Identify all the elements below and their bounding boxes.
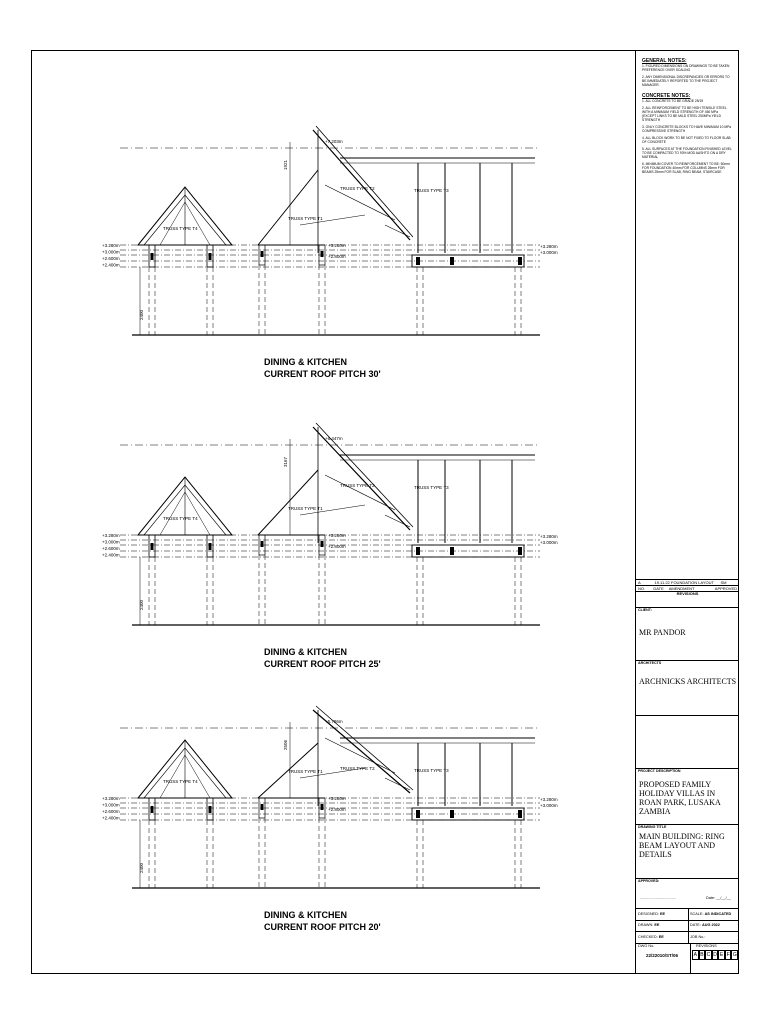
revision-letter-box: B <box>700 952 704 958</box>
truss-t4-web <box>160 492 185 535</box>
column-section <box>321 541 324 547</box>
drawing-title: MAIN BUILDING: RING BEAM LAYOUT AND DETAILS <box>639 832 725 859</box>
truss-label-t4: TRUSS TYPE T4 <box>163 516 198 521</box>
level-label-left: +2.400m <box>102 262 120 268</box>
truss-t4-web <box>185 202 210 245</box>
level-label-left: +2.600m <box>102 809 120 814</box>
truss-web <box>385 225 410 237</box>
ridge-level-label: +6.447m <box>325 436 343 441</box>
column-section <box>261 541 264 547</box>
revision-letter-box: G <box>732 952 737 958</box>
level-label-left: +3.000m <box>102 249 120 255</box>
truss-t1-rafter <box>258 170 318 245</box>
column-section <box>416 810 420 818</box>
dimension-roof: 1921 <box>283 159 288 170</box>
elevation-title: DINING & KITCHEN <box>264 910 347 920</box>
dimension-post: 2400 <box>139 309 144 320</box>
scale-cell: SCALE: AS INDICATED <box>690 912 732 916</box>
column-section <box>209 543 212 550</box>
truss-t4-web <box>160 755 185 798</box>
revision-letter-box: A <box>693 952 697 958</box>
level-label-left: +2.600m <box>102 256 120 261</box>
approved-signature-line: .................................. <box>640 896 676 900</box>
elevation-title: DINING & KITCHEN <box>264 357 347 367</box>
revision-letter-box: C <box>706 952 711 958</box>
concrete-note-4: 4. ALL BLOCK WORK TO BE NOT FIXED TO FLOOR SLAB OF CONCRETE <box>642 136 731 144</box>
mid-level-label: +3.280m <box>328 796 346 801</box>
approved-date: Date: __/__/__ <box>706 896 731 900</box>
general-note-2: 2. ANY DIMENSIONAL DISCREPANCIES OR ERRORS TO BE IMMEDIATELY REPORTED TO THE PROJECT MANAGER. <box>642 75 730 87</box>
dimension-roof: 2506 <box>283 739 288 750</box>
column-section <box>151 253 154 260</box>
revision-letter-box: D <box>713 952 717 958</box>
truss-label-t1: TRUSS TYPE T1 <box>288 769 323 774</box>
truss-label-t2: TRUSS TYPE T2 <box>340 766 375 771</box>
truss-t2-rafter <box>313 427 410 530</box>
checked-cell: CHECKED: EE <box>638 935 664 939</box>
project-description: PROPOSED FAMILY HOLIDAY VILLAS IN ROAN PARK, LUSAKA ZAMBIA <box>639 780 721 816</box>
truss-label-t3: TRUSS TYPE T3 <box>414 485 449 490</box>
truss-t1-rafter <box>258 470 318 535</box>
dimension-post: 2400 <box>139 599 144 610</box>
designed-cell: DESIGNED: EE <box>638 912 666 916</box>
ridge-level-label: +7.203m <box>325 139 343 144</box>
level-label-left: +2.400m <box>102 552 120 558</box>
column-section <box>518 810 522 818</box>
column-section <box>416 547 420 555</box>
column-section <box>209 253 212 260</box>
level-label-left: +2.400m <box>102 815 120 821</box>
concrete-note-2: 2. ALL REINFORCEMENT TO BE HIGH TENSILE STEEL WITH A MINIMUM YIELD STRENGTH OF 450 MPa (EXCEPT LINKS TO BE MILD STEEL 250MPa YIELD STRENGTH <box>642 106 727 122</box>
column-section <box>450 547 454 555</box>
concrete-note-1: 1. ALL CONCRETE TO BE GRADE 25/19 <box>642 99 704 103</box>
mid-level-label: +3.280m <box>328 243 346 248</box>
truss-label-t3: TRUSS TYPE T3 <box>414 768 449 773</box>
truss-label-t1: TRUSS TYPE T1 <box>288 216 323 221</box>
truss-t2-rafter <box>313 130 410 240</box>
general-notes-heading: GENERAL NOTES: <box>642 58 687 64</box>
level-label-left: +3.280m <box>102 533 120 538</box>
elevation-1 <box>102 126 558 379</box>
right-level-label: +3.000m <box>540 540 558 545</box>
mid-level-label: +3.280m <box>328 533 346 538</box>
mid-level-label: +2.800m <box>328 807 346 812</box>
column-section <box>151 806 154 813</box>
general-note-1: 1. FIGURED DIMENSIONS ON DRAWINGS TO BE TAKEN PREFERENCE OVER SCALING <box>642 64 730 72</box>
revision-letter-box: F <box>726 952 730 958</box>
dimension-roof: 3167 <box>283 456 288 467</box>
elevation-3 <box>102 706 558 932</box>
truss-label-t4: TRUSS TYPE T4 <box>163 226 198 231</box>
column-section <box>321 804 324 810</box>
revision-row: A 19.11.22 FOUNDATION LAYOUT SM <box>638 580 727 585</box>
right-level-label: +3.280m <box>540 797 558 802</box>
column-section <box>261 251 264 257</box>
concrete-note-5: 5. ALL SURFACES AT THE FOUNDATION FINISHED LEVEL TO BE COMPACTED TO 93% MOD AASHTO ON A DRY MATERIAL <box>642 147 732 159</box>
level-label-left: +3.280m <box>102 243 120 248</box>
revision-headers: NO. DATE AMENDMENT APPROVED <box>638 586 738 591</box>
right-level-label: +3.000m <box>540 250 558 255</box>
mid-level-label: +2.800m <box>328 254 346 259</box>
concrete-notes-heading: CONCRETE NOTES: <box>642 93 691 99</box>
client-name: MR PANDOR <box>639 628 686 637</box>
truss-t4-web <box>160 202 185 245</box>
elevation-2 <box>102 423 558 669</box>
column-section <box>518 547 522 555</box>
elevation-title: DINING & KITCHEN <box>264 647 347 657</box>
ridge-level-label: +5.786m <box>325 719 343 724</box>
truss-t4-web <box>185 492 210 535</box>
architect-label: ARCHITECTS <box>638 661 662 665</box>
column-section <box>450 810 454 818</box>
truss-label-t1: TRUSS TYPE T1 <box>288 506 323 511</box>
level-label-left: +3.280m <box>102 796 120 801</box>
level-label-left: +3.000m <box>102 539 120 545</box>
right-level-label: +3.280m <box>540 244 558 249</box>
job-no-cell: JOB No.: <box>690 935 706 939</box>
truss-web <box>325 475 395 510</box>
concrete-note-6: 6. MINIMUM COVER TO REINFORCEMENT TO BE: 50mm FOR FOUNDATION 40mm FOR COLUMNS 25mm FOR BEAMS 25mm FOR SLAB, RING BEAM, STAIRCASE <box>642 162 730 174</box>
elevation-subtitle: CURRENT ROOF PITCH 20' <box>264 922 381 932</box>
revision-letter-box: E <box>719 952 724 958</box>
truss-label-t2: TRUSS TYPE T2 <box>340 186 375 191</box>
column-section <box>416 257 420 265</box>
truss-t4-web <box>185 755 210 798</box>
level-label-left: +3.000m <box>102 802 120 808</box>
level-label-left: +2.600m <box>102 546 120 551</box>
column-section <box>321 251 324 257</box>
revisions-small-label: REVISIONS <box>696 944 717 948</box>
elevation-subtitle: CURRENT ROOF PITCH 25' <box>264 659 381 669</box>
column-section <box>518 257 522 265</box>
project-label: PROJECT DESCRIPTION <box>638 769 681 773</box>
dimension-post: 2400 <box>139 862 144 873</box>
truss-label-t4: TRUSS TYPE T4 <box>163 779 198 784</box>
date-cell: DATE: AUG 2022 <box>690 923 720 927</box>
title-block <box>635 50 739 974</box>
mid-level-label: +2.800m <box>328 544 346 549</box>
client-label: CLIENT: <box>638 608 652 612</box>
revisions-label: REVISIONS <box>676 591 699 596</box>
elevation-subtitle: CURRENT ROOF PITCH 30' <box>264 369 381 379</box>
architect-name: ARCHNICKS ARCHITECTS <box>639 677 737 686</box>
column-section <box>151 543 154 550</box>
right-level-label: +3.000m <box>540 803 558 808</box>
drawn-cell: DRAWN: EE <box>638 923 660 927</box>
approved-label: APPROVED: <box>638 879 660 883</box>
drawing-title-label: DRAWING TITLE <box>638 825 667 829</box>
truss-label-t3: TRUSS TYPE T3 <box>414 188 449 193</box>
dwg-no-label: DWG No. <box>638 944 655 948</box>
column-section <box>450 257 454 265</box>
truss-label-t2: TRUSS TYPE T2 <box>340 483 375 488</box>
dwg-number: 22/22010/ST/06 <box>646 953 679 958</box>
revision-letters <box>692 950 738 960</box>
concrete-note-3: 3. ONLY CONCRETE BLOCKS TO HAVE MINIMUM 10 MPa COMPRESSIVE STRENGTH <box>642 125 732 133</box>
column-section <box>261 804 264 810</box>
right-level-label: +3.280m <box>540 534 558 539</box>
column-section <box>209 806 212 813</box>
general-notes <box>636 58 739 177</box>
